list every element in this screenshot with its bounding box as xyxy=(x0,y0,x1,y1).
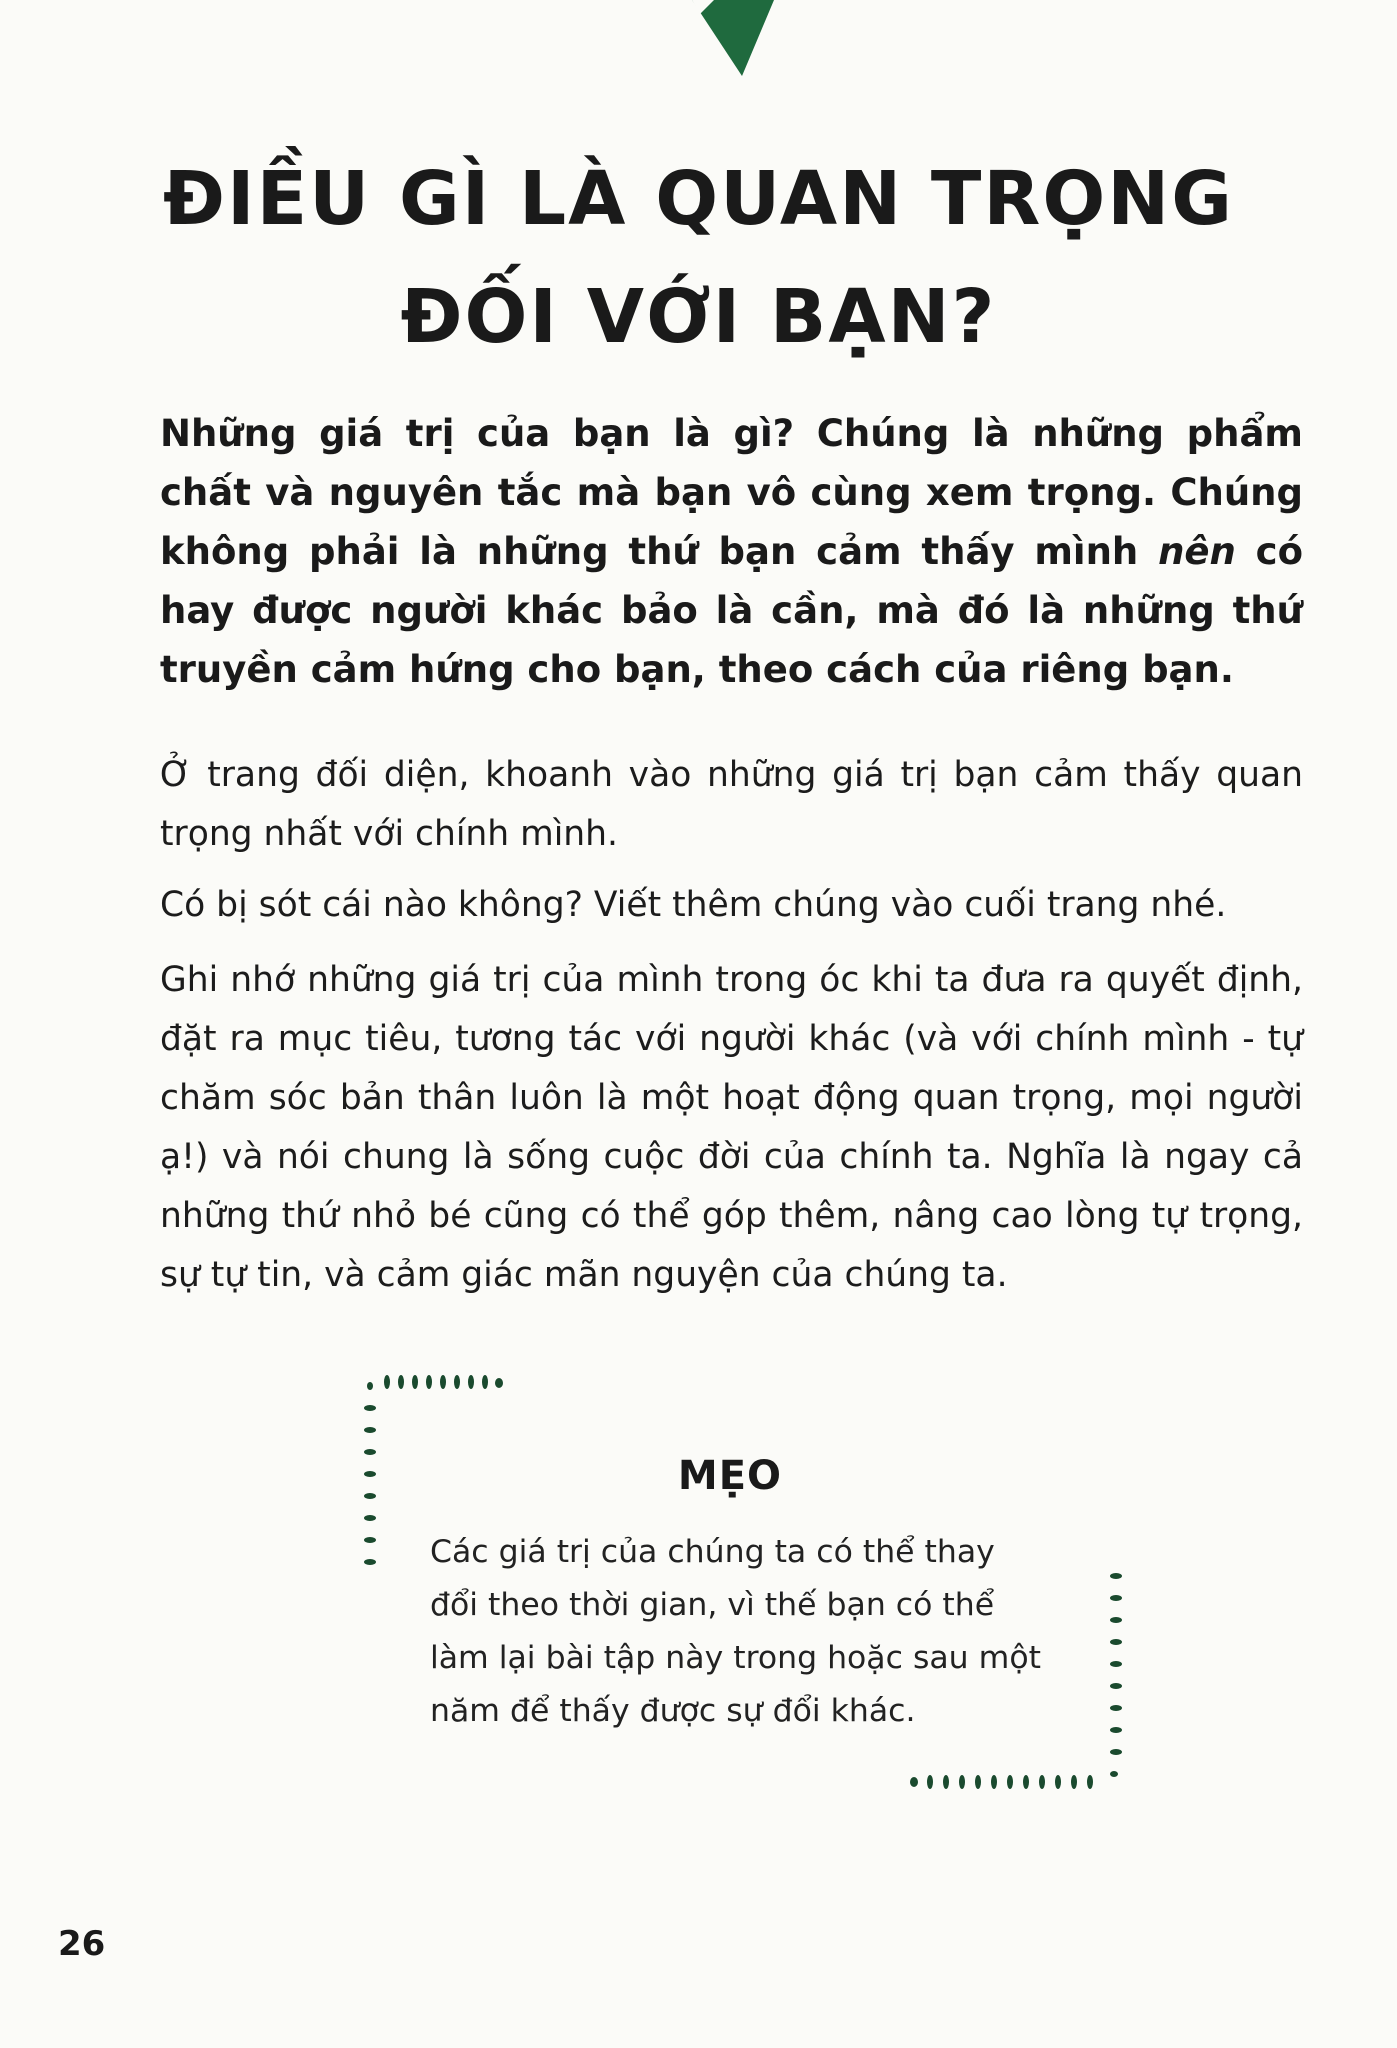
page-title-line-1: ĐIỀU GÌ LÀ QUAN TRỌNG xyxy=(163,156,1234,242)
intro-text-start: Những giá trị của bạn là gì? Chúng là những phẩm chất và nguyên tắc mà bạn vô cùng xem trọng. Chúng không phải là những thứ bạn cảm thấy mình xyxy=(160,412,1303,573)
tip-title: MẸO xyxy=(677,1453,783,1499)
intro-emphasis: nên xyxy=(1158,530,1236,573)
page-number: 26 xyxy=(58,1924,106,1964)
triangle-marker-icon xyxy=(692,0,782,80)
tip-text: Các giá trị của chúng ta có thể thay đổi theo thời gian, vì thế bạn có thể làm lại bài tập này trong hoặc sau một năm để thấy được sự đổi khác. xyxy=(430,1534,1041,1729)
body-paragraph-1: Ở trang đối diện, khoanh vào những giá trị bạn cảm thấy quan trọng nhất với chính mình. xyxy=(160,755,1303,854)
body-paragraph-2: Có bị sót cái nào không? Viết thêm chúng vào cuối trang nhé. xyxy=(160,885,1227,925)
intro-text-end: có hay được người khác bảo là cần, mà đó là những thứ truyền cảm hứng cho bạn, theo cách của riêng bạn. xyxy=(160,530,1304,691)
intro-paragraph xyxy=(160,404,1303,699)
page-title-line-2: ĐỐI VỚI BẠN? xyxy=(400,274,997,360)
tip-frame-bottom-right-icon xyxy=(900,1560,1130,1810)
body-paragraph-3: Ghi nhớ những giá trị của mình trong óc khi ta đưa ra quyết định, đặt ra mục tiêu, tương tác với người khác (và với chính mình - tự chăm sóc bản thân luôn là một hoạt động quan trọng, mọi người ạ!) và nói chung là sống cuộc đời của chính ta. Nghĩa là ngay cả những thứ nhỏ bé cũng có thể góp thêm, nâng cao lòng tự trọng, sự tự tin, và cảm giác mãn nguyện của chúng ta. xyxy=(160,960,1303,1295)
page-title xyxy=(0,140,1397,376)
